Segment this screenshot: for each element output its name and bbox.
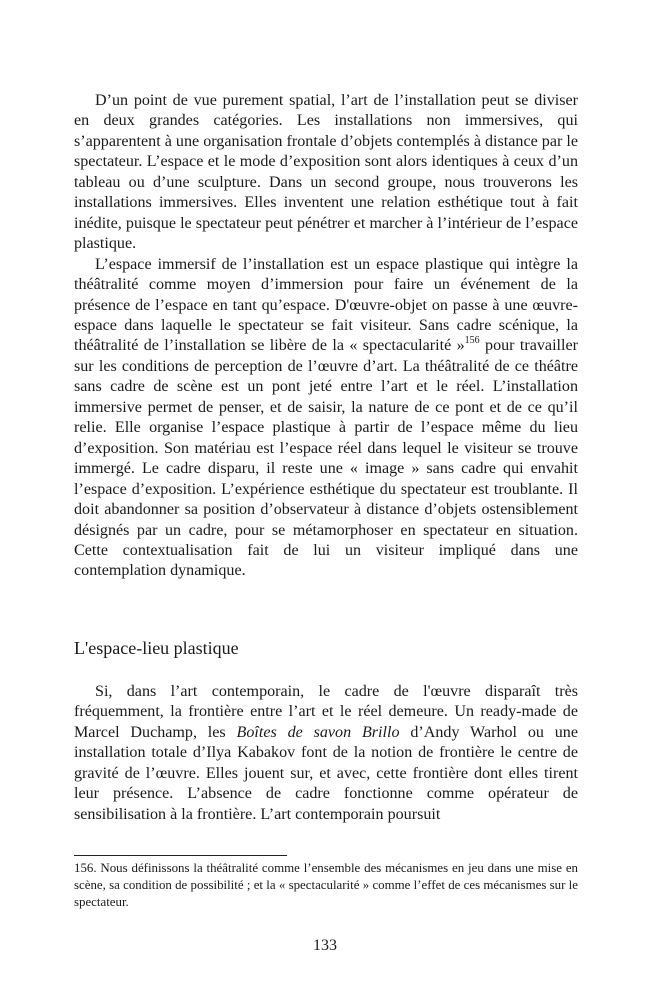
paragraph-spatial-categories: D’un point de vue purement spatial, l’art de l’installation peut se diviser en deux grandes catégories. Les installations non immersives, qui s’apparentent à une organisation frontale d’objets contemplés à distance par le spectateur. L’espace et le mode d’exposition sont alors identiques à ceux d’un tableau ou d’une sculpture. Dans un second groupe, nous trouverons les installations immersives. Elles inventent une relation esthétique tout à fait inédite, puisque le spectateur peut pénétrer et marcher à l’intérieur de l’espace plastique. (74, 92, 578, 253)
paragraph-text: L’espace immersif de l’installation est un espace plastique qui intègre la théâtralité comme moyen d’immersion pour faire un événement de la présence de l’espace en tant qu’espace. D'œuvre-objet on passe à une œuvre-espace dans laquelle le spectateur se fait visiteur. Sans cadre scénique, la théâtralité de l’installation se libère de la « spectacularité » (74, 255, 578, 355)
page-number: 133 (313, 937, 337, 954)
paragraph-text: Si, dans l’art contemporain, le cadre de l'œuvre disparaît très fréquemment, la frontière entre l’art et le réel demeure. Un ready-made de Marcel Duchamp, les (74, 683, 578, 741)
footnote-reference[interactable]: 156 (464, 335, 480, 347)
artwork-title: Boîtes de savon Brillo (236, 723, 400, 741)
paragraph-text: pour travailler sur les conditions de perception de l’œuvre d’art. La théâtralité de ce théâtre sans cadre de scène est un pont jeté entre l’art et le réel. L’installation immersive permet de penser, et de saisir, la nature de ce pont et de ce qu’il relie. Elle organise l’espace plastique à partir de l’espace même du lieu d’exposition. Son matériau est l’espace réel dans lequel le visiteur se trouve immergé. Le cadre disparu, il reste une « image » sans cadre qui envahit l’espace d’exposition. L’expérience esthétique du spectateur est troublante. Il doit abandonner sa position d’observateur à distance d’objets ostensiblement désignés par un cadre, pour se métamorphoser en spectateur en situation. Cette contextualisation fait de lui un visiteur impliqué dans une contemplation dynamique. (74, 337, 578, 580)
section-body (74, 682, 578, 825)
footnote-separator (74, 855, 287, 856)
footnote-text: 156. Nous définissons la théâtralité comme l’ensemble des mécanismes en jeu dans une mise en scène, sa condition de possibilité ; et la « spectacularité » comme l’effet de ces mécanismes sur le spectateur. (74, 861, 578, 909)
paragraph-immersive-space (74, 255, 578, 582)
footnote (74, 860, 578, 911)
body-text (74, 91, 578, 582)
paragraph-text: d’Andy Warhol ou une installation totale d’Ilya Kabakov font de la notion de frontière le centre de gravité de l’œuvre. Elles jouent sur, et avec, cette frontière dont elles tirent leur présence. L’absence de cadre fonctionne comme opérateur de sensibilisation à la frontière. L’art contemporain poursuit (74, 723, 578, 823)
section-heading: L'espace-lieu plastique (74, 638, 239, 658)
paragraph-frontier (74, 682, 578, 825)
